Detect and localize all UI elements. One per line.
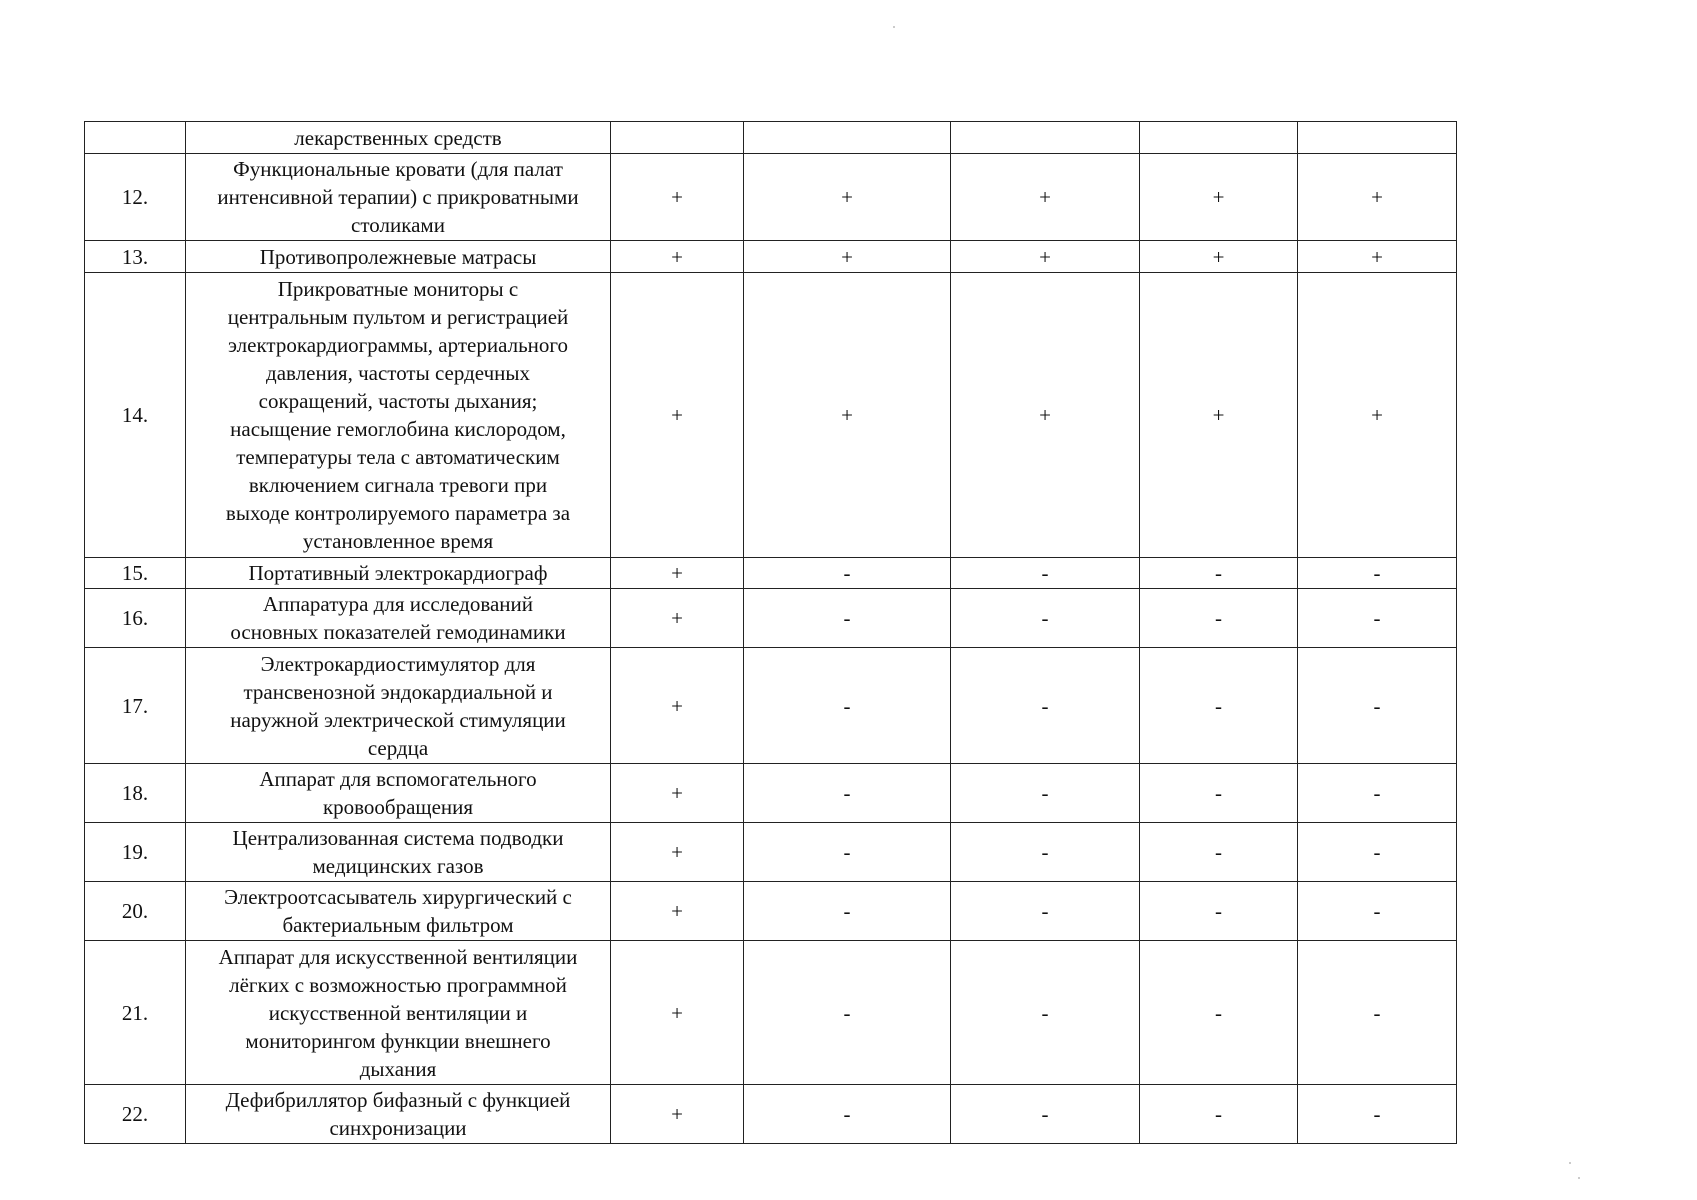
table-row bbox=[85, 241, 1457, 273]
table-row bbox=[85, 764, 1457, 823]
mark-cell: - bbox=[744, 764, 951, 823]
mark-cell: + bbox=[611, 1085, 744, 1144]
mark-cell: - bbox=[1140, 1085, 1298, 1144]
mark-cell: - bbox=[951, 823, 1140, 882]
row-number: 21. bbox=[85, 941, 186, 1085]
row-description: Аппаратура для исследований основных показателей гемодинамики bbox=[186, 589, 611, 648]
mark-cell: + bbox=[611, 273, 744, 558]
mark-cell: + bbox=[951, 273, 1140, 558]
mark-cell: - bbox=[951, 558, 1140, 589]
mark-cell: + bbox=[611, 648, 744, 764]
mark-cell: - bbox=[1298, 823, 1457, 882]
mark-cell: + bbox=[611, 764, 744, 823]
mark-cell: + bbox=[1298, 154, 1457, 241]
row-number: 18. bbox=[85, 764, 186, 823]
mark-cell bbox=[951, 122, 1140, 154]
mark-cell: - bbox=[1298, 882, 1457, 941]
row-description: Дефибриллятор бифазный с функцией синхронизации bbox=[186, 1085, 611, 1144]
mark-cell: - bbox=[1140, 648, 1298, 764]
table-row bbox=[85, 589, 1457, 648]
mark-cell: - bbox=[744, 558, 951, 589]
row-number: 15. bbox=[85, 558, 186, 589]
row-description: Электрокардиостимулятор для трансвенозной эндокардиальной и наружной электрической стимуляции сердца bbox=[186, 648, 611, 764]
mark-cell bbox=[1298, 122, 1457, 154]
table-body bbox=[85, 122, 1457, 1144]
table-row bbox=[85, 882, 1457, 941]
mark-cell: - bbox=[1298, 764, 1457, 823]
mark-cell: + bbox=[611, 589, 744, 648]
mark-cell: + bbox=[1140, 273, 1298, 558]
mark-cell: - bbox=[744, 941, 951, 1085]
mark-cell: + bbox=[611, 941, 744, 1085]
scan-speck bbox=[1578, 1177, 1580, 1179]
mark-cell: - bbox=[951, 589, 1140, 648]
table-row bbox=[85, 273, 1457, 558]
row-description: лекарственных средств bbox=[186, 122, 611, 154]
mark-cell: - bbox=[1140, 882, 1298, 941]
mark-cell: + bbox=[744, 241, 951, 273]
mark-cell: + bbox=[951, 154, 1140, 241]
mark-cell: - bbox=[1140, 764, 1298, 823]
row-number: 16. bbox=[85, 589, 186, 648]
mark-cell: + bbox=[1140, 241, 1298, 273]
row-number: 13. bbox=[85, 241, 186, 273]
mark-cell: + bbox=[611, 154, 744, 241]
mark-cell bbox=[1140, 122, 1298, 154]
row-number: 20. bbox=[85, 882, 186, 941]
mark-cell: - bbox=[1298, 589, 1457, 648]
mark-cell: - bbox=[744, 589, 951, 648]
mark-cell: - bbox=[1298, 558, 1457, 589]
mark-cell: - bbox=[1298, 941, 1457, 1085]
mark-cell: - bbox=[951, 764, 1140, 823]
mark-cell bbox=[744, 122, 951, 154]
mark-cell: - bbox=[951, 941, 1140, 1085]
mark-cell: - bbox=[1140, 823, 1298, 882]
row-description: Функциональные кровати (для палат интенсивной терапии) с прикроватными столиками bbox=[186, 154, 611, 241]
row-description: Противопролежневые матрасы bbox=[186, 241, 611, 273]
mark-cell: - bbox=[744, 823, 951, 882]
mark-cell bbox=[611, 122, 744, 154]
table-row bbox=[85, 823, 1457, 882]
table-row bbox=[85, 648, 1457, 764]
mark-cell: + bbox=[951, 241, 1140, 273]
row-description: Централизованная система подводки медицинских газов bbox=[186, 823, 611, 882]
table-row bbox=[85, 122, 1457, 154]
row-number: 12. bbox=[85, 154, 186, 241]
mark-cell: + bbox=[611, 823, 744, 882]
mark-cell: - bbox=[1298, 1085, 1457, 1144]
mark-cell: - bbox=[1298, 648, 1457, 764]
equipment-table bbox=[84, 121, 1457, 1144]
mark-cell: - bbox=[744, 1085, 951, 1144]
row-description: Прикроватные мониторы с центральным пультом и регистрацией электрокардиограммы, артериального давления, частоты сердечных сокращений, частоты дыхания; насыщение гемоглобина кислородом, температуры тела с автоматическим включением сигнала тревоги при выходе контролируемого параметра за установленное время bbox=[186, 273, 611, 558]
mark-cell: + bbox=[611, 882, 744, 941]
row-number: 22. bbox=[85, 1085, 186, 1144]
mark-cell: + bbox=[1298, 241, 1457, 273]
mark-cell: - bbox=[951, 648, 1140, 764]
mark-cell: + bbox=[744, 154, 951, 241]
scan-speck bbox=[893, 26, 895, 28]
mark-cell: + bbox=[611, 241, 744, 273]
mark-cell: + bbox=[744, 273, 951, 558]
mark-cell: + bbox=[611, 558, 744, 589]
table-row bbox=[85, 154, 1457, 241]
mark-cell: - bbox=[744, 882, 951, 941]
row-number bbox=[85, 122, 186, 154]
row-number: 17. bbox=[85, 648, 186, 764]
row-number: 19. bbox=[85, 823, 186, 882]
mark-cell: + bbox=[1140, 154, 1298, 241]
mark-cell: - bbox=[1140, 589, 1298, 648]
scan-speck bbox=[1569, 1162, 1571, 1164]
row-description: Электроотсасыватель хирургический с бактериальным фильтром bbox=[186, 882, 611, 941]
row-description: Аппарат для вспомогательного кровообращения bbox=[186, 764, 611, 823]
row-description: Аппарат для искусственной вентиляции лёгких с возможностью программной искусственной вентиляции и мониторингом функции внешнего дыхания bbox=[186, 941, 611, 1085]
row-description: Портативный электрокардиограф bbox=[186, 558, 611, 589]
mark-cell: - bbox=[951, 882, 1140, 941]
mark-cell: - bbox=[951, 1085, 1140, 1144]
mark-cell: - bbox=[1140, 558, 1298, 589]
row-number: 14. bbox=[85, 273, 186, 558]
mark-cell: - bbox=[1140, 941, 1298, 1085]
mark-cell: - bbox=[744, 648, 951, 764]
table-row bbox=[85, 941, 1457, 1085]
table-row bbox=[85, 1085, 1457, 1144]
mark-cell: + bbox=[1298, 273, 1457, 558]
table-row bbox=[85, 558, 1457, 589]
